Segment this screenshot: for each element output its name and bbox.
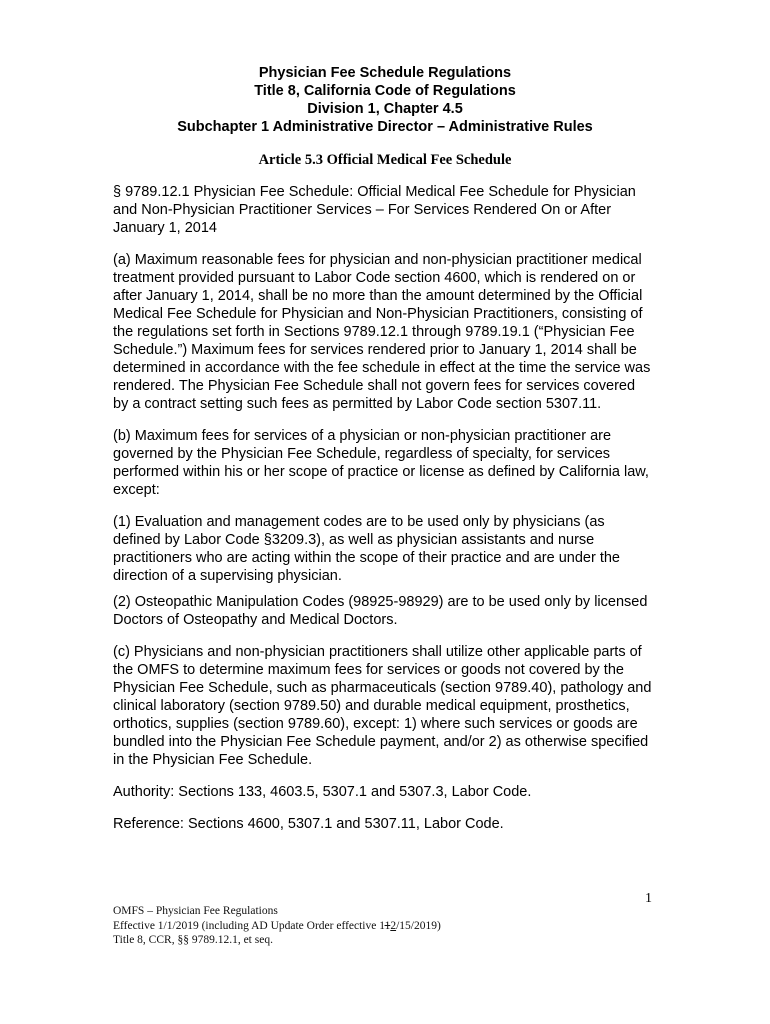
footer-line-1: OMFS – Physician Fee Regulations — [113, 905, 278, 917]
page-number: 1 — [645, 891, 652, 906]
heading-subchapter: Subchapter 1 Administrative Director – Administrative Rules — [177, 119, 593, 135]
footer-line-2 — [113, 919, 441, 934]
paragraph-b1: (1) Evaluation and management codes are to be used only by physicians (as defined by Labor Code §3209.3), as well as physician assistants and nurse practitioners who are acting within the scope of their practice and are under the direction of a supervising physician. — [113, 514, 620, 584]
page-footer — [113, 904, 441, 948]
paragraph-a: (a) Maximum reasonable fees for physician and non-physician practitioner medical treatment provided pursuant to Labor Code section 4600, which is rendered on or after January 1, 2014, shall be no more than the amount determined by the Official Medical Fee Schedule for Physician and Non-Physician Practitioners, consisting of the regulations set forth in Sections 9789.12.1 through 9789.19.1 (“Physician Fee Schedule.”) Maximum fees for services rendered prior to January 1, 2014 shall be determined in accordance with the fee schedule in effect at the time the service was rendered. The Physician Fee Schedule shall not govern fees for services covered by a contract setting such fees as permitted by Labor Code section 5307.11. — [113, 252, 651, 412]
heading-title-8: Title 8, California Code of Regulations — [254, 83, 516, 99]
footer-effective-text: Effective 1/1/2019 (including AD Update Order effective 1 — [113, 919, 385, 932]
footer-deleted-digit: 1 — [384, 919, 391, 932]
document-body — [113, 183, 653, 847]
section-title: § 9789.12.1 Physician Fee Schedule: Official Medical Fee Schedule for Physician and Non-Physician Practitioner Services – For Services Rendered On or After January 1, 2014 — [113, 184, 636, 236]
paragraph-b: (b) Maximum fees for services of a physician or non-physician practitioner are governed by the Physician Fee Schedule, regardless of specialty, for services performed within his or her scope of practice or license as defined by California law, except: — [113, 428, 649, 498]
article-title: Article 5.3 Official Medical Fee Schedule — [258, 152, 512, 168]
heading-division: Division 1, Chapter 4.5 — [307, 101, 463, 117]
reference-line: Reference: Sections 4600, 5307.1 and 5307.11, Labor Code. — [113, 816, 504, 832]
paragraph-c: (c) Physicians and non-physician practitioners shall utilize other applicable parts of the OMFS to determine maximum fees for services or goods not covered by the Physician Fee Schedule, such as pharmaceuticals (section 9789.40), pathology and clinical laboratory (section 9789.50) and durable medical equipment, prosthetics, orthotics, supplies (section 9789.60), except: 1) where such services or goods are bundled into the Physician Fee Schedule payment, and/or 2) as otherwise specified in the Physician Fee Schedule. — [113, 644, 652, 768]
document-heading — [0, 64, 770, 136]
footer-date-end: /15/2019) — [396, 919, 441, 932]
footer-line-3: Title 8, CCR, §§ 9789.12.1, et seq. — [113, 934, 273, 946]
paragraph-b2: (2) Osteopathic Manipulation Codes (98925-98929) are to be used only by licensed Doctors of Osteopathy and Medical Doctors. — [113, 594, 648, 628]
footer-inserted-digit: 2 — [390, 919, 397, 932]
authority-line: Authority: Sections 133, 4603.5, 5307.1 and 5307.3, Labor Code. — [113, 784, 532, 800]
heading-title: Physician Fee Schedule Regulations — [258, 65, 512, 81]
